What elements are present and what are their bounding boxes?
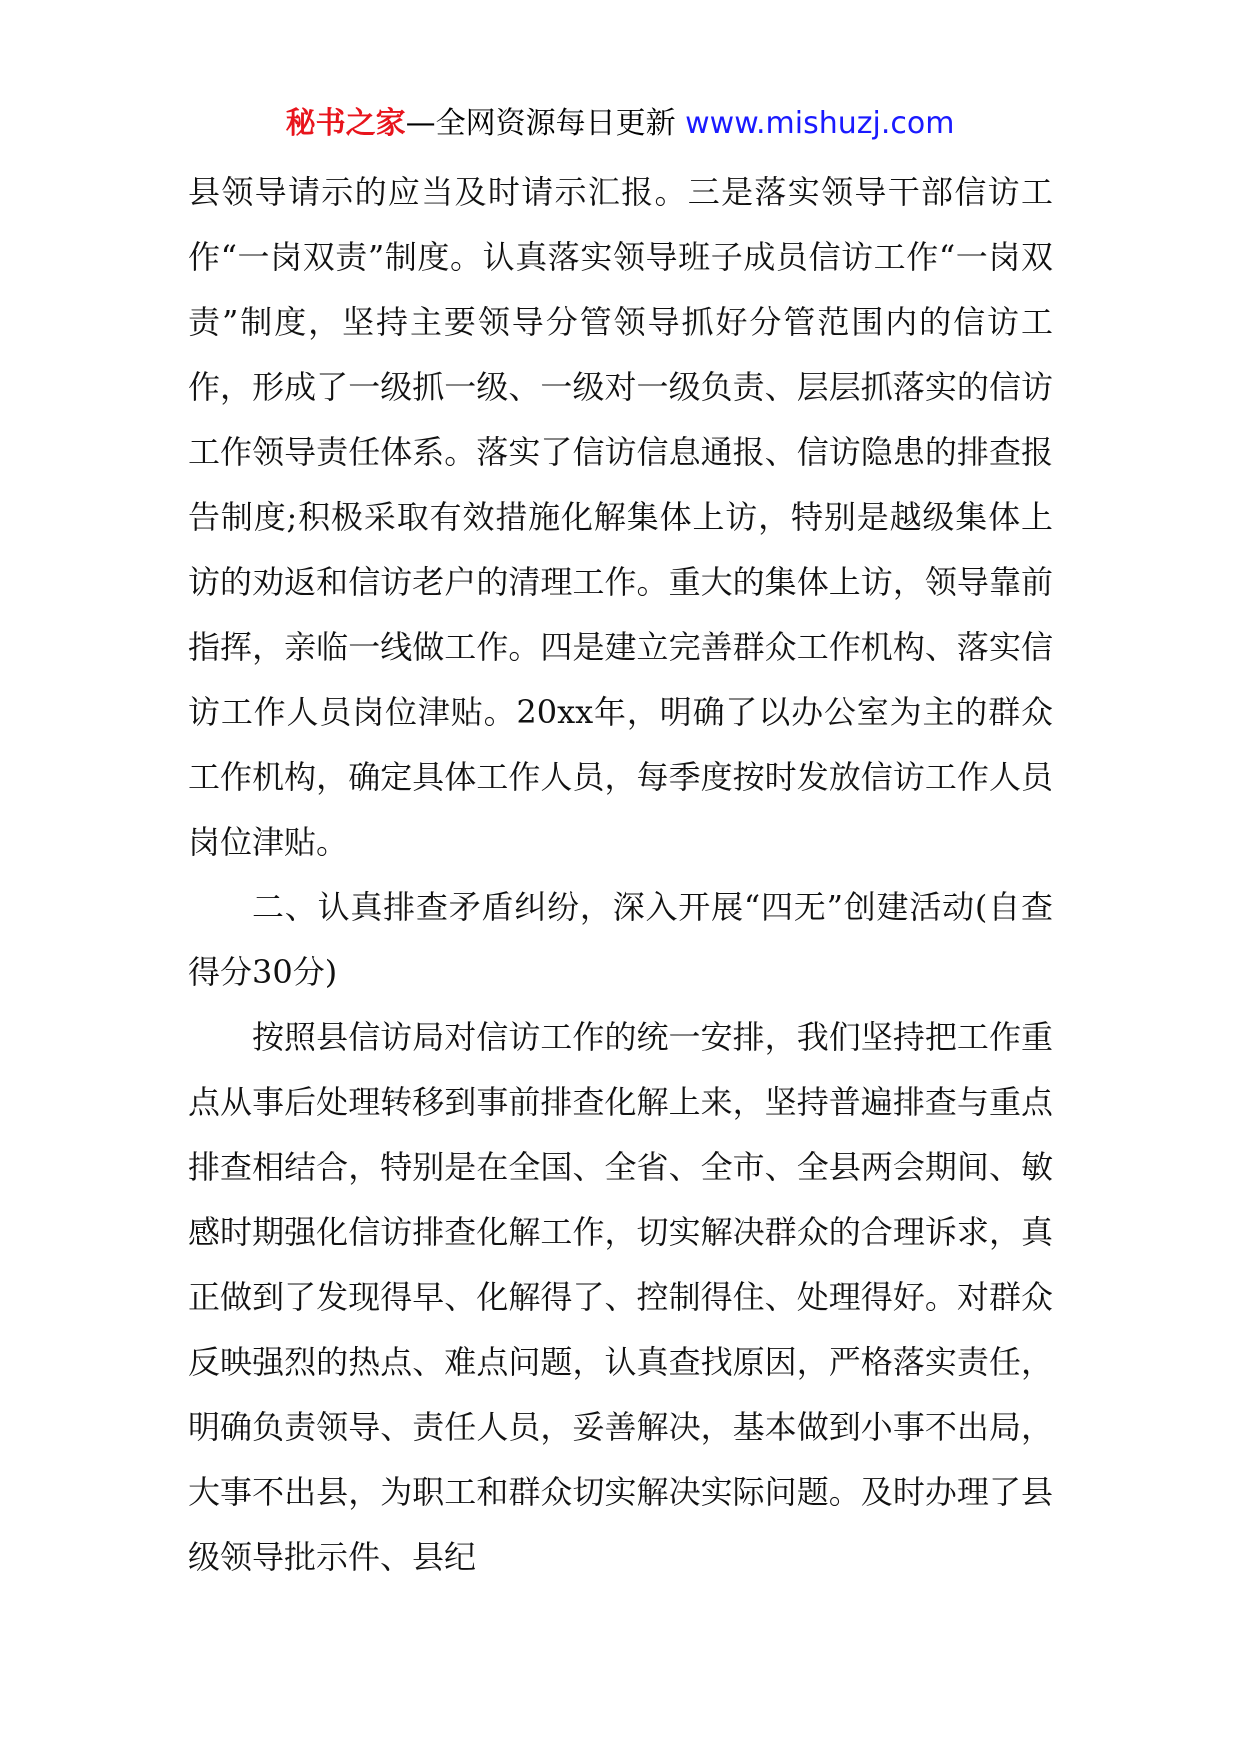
body-paragraph: 县领导请示的应当及时请示汇报。三是落实领导干部信访工作“一岗双责”制度。认真落实领导班子成员信访工作“一岗双责”制度，坚持主要领导分管领导抓好分管范围内的信访工作，形成了一级抓一级、一级对一级负责、层层抓落实的信访工作领导责任体系。落实了信访信息通报、信访隐患的排查报告制度;积极采取有效措施化解集体上访，特别是越级集体上访的劝返和信访老户的清理工作。重大的集体上访，领导靠前指挥，亲临一线做工作。四是建立完善群众工作机构、落实信访工作人员岗位津贴。20xx年，明确了以办公室为主的群众工作机构，确定具体工作人员，每季度按时发放信访工作人员岗位津贴。 [188, 173, 1053, 861]
site-brand: 秘书之家 [285, 106, 406, 141]
section-heading: 二、认真排查矛盾纠纷，深入开展“四无”创建活动(自查得分30分) [188, 888, 1053, 991]
site-url-link[interactable]: www.mishuzj.com [685, 106, 955, 141]
document-body [188, 160, 1053, 1590]
body-paragraph: 按照县信访局对信访工作的统一安排，我们坚持把工作重点从事后处理转移到事前排查化解上来，坚持普遍排查与重点排查相结合，特别是在全国、全省、全市、全县两会期间、敏感时期强化信访排查化解工作，切实解决群众的合理诉求，真正做到了发现得早、化解得了、控制得住、处理得好。对群众反映强烈的热点、难点问题，认真查找原因，严格落实责任，明确负责领导、责任人员，妥善解决，基本做到小事不出局，大事不出县，为职工和群众切实解决实际问题。及时办理了县级领导批示件、县纪 [188, 1018, 1053, 1576]
site-slogan: —全网资源每日更新 [405, 106, 686, 141]
page-header [0, 100, 1240, 148]
